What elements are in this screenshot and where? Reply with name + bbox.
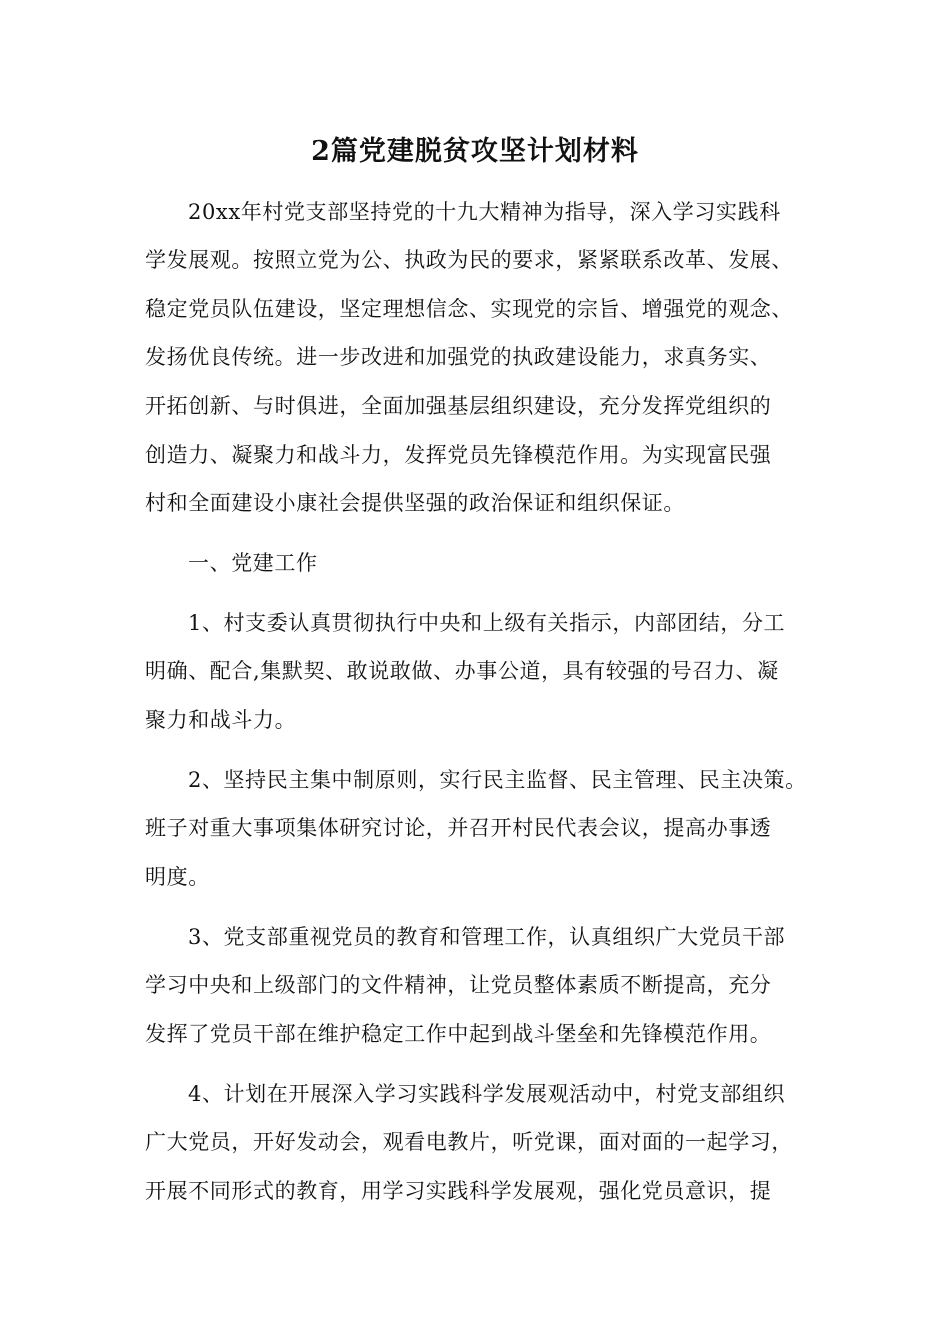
intro-line-6: 创造力、凝聚力和战斗力，发挥党员先锋模范作用。为实现富民强 [145, 443, 772, 467]
document-title: 2篇党建脱贫攻坚计划材料 [311, 136, 639, 167]
item3-line-2: 学习中央和上级部门的文件精神，让党员整体素质不断提高，充分 [145, 973, 772, 997]
section-heading: 一、党建工作 [188, 551, 318, 575]
intro-line-7: 村和全面建设小康社会提供坚强的政治保证和组织保证。 [145, 491, 685, 515]
item3-line-1: 3、党支部重视党员的教育和管理工作，认真组织广大党员干部 [188, 925, 786, 949]
item2-line-2: 班子对重大事项集体研究讨论，并召开村民代表会议，提高办事透 [145, 816, 772, 840]
item1-line-2: 明确、配合,集默契、敢说敢做、办事公道，具有较强的号召力、凝 [145, 659, 779, 683]
intro-line-4: 发扬优良传统。进一步改进和加强党的执政建设能力，求真务实、 [145, 345, 772, 369]
item4-line-2: 广大党员，开好发动会，观看电教片，听党课，面对面的一起学习， [145, 1130, 793, 1154]
intro-line-5: 开拓创新、与时俱进，全面加强基层组织建设，充分发挥党组织的 [145, 394, 772, 418]
intro-line-2: 学发展观。按照立党为公、执政为民的要求，紧紧联系改革、发展、 [145, 248, 793, 272]
intro-line-1: 20xx年村党支部坚持党的十九大精神为指导，深入学习实践科 [188, 200, 781, 224]
item1-line-3: 聚力和战斗力。 [145, 708, 297, 732]
item1-line-1: 1、村支委认真贯彻执行中央和上级有关指示，内部团结，分工 [188, 611, 786, 635]
item4-line-1: 4、计划在开展深入学习实践科学发展观活动中，村党支部组织 [188, 1082, 786, 1106]
item4-line-3: 开展不同形式的教育，用学习实践科学发展观，强化党员意识，提 [145, 1179, 772, 1203]
intro-line-3: 稳定党员队伍建设，坚定理想信念、实现党的宗旨、增强党的观念、 [145, 297, 793, 321]
item2-line-1: 2、坚持民主集中制原则，实行民主监督、民主管理、民主决策。 [188, 768, 807, 792]
item2-line-3: 明度。 [145, 865, 210, 889]
item3-line-3: 发挥了党员干部在维护稳定工作中起到战斗堡垒和先锋模范作用。 [145, 1022, 772, 1046]
